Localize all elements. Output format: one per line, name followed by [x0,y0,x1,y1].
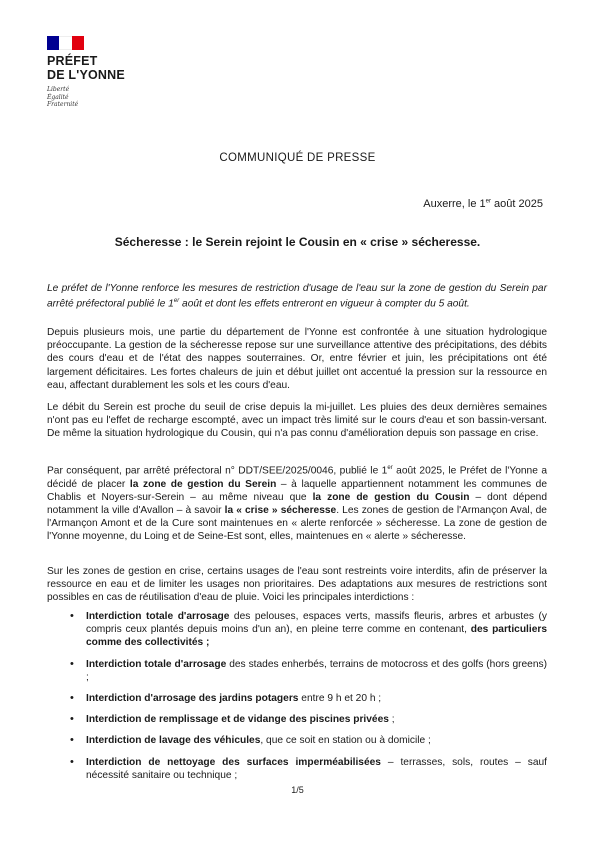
bullet-text: entre 9 h et 20 h ; [298,693,382,705]
page-number: 1/5 [291,785,304,795]
prefecture-line2: DE L'YONNE [47,68,125,82]
french-flag-icon [47,36,84,50]
list-item [70,713,547,726]
prefecture-line1: PRÉFET [47,54,98,68]
decision-text-e: . Les zones de gestion de l'Armançon Aval, de l'Armançon Amont et de la Cure sont maintenues en « alerte renforcée » sécheresse. La zone de gestion de l'Yonne moyenne, du Loing et de Seine-Est sont, elles, maintenues en « alerte » sécheresse. [47,505,547,543]
motto-fraternite: Fraternité [47,101,79,108]
bullet-text: des stades enherbés, terrains de motocross et des golfs (hors greens) ; [86,658,547,683]
date-prefix: Auxerre, le 1 [423,198,486,210]
document-date [423,198,543,210]
decision-bold-cousin: la zone de gestion du Cousin [312,491,470,503]
bullet-bold: Interdiction d'arrosage des jardins potagers [86,693,299,705]
bullet-bold-tail: des particuliers comme des collectivités ; [86,624,547,649]
restrictions-list [70,610,547,790]
intro-paragraph [47,282,547,311]
bullet-bold: Interdiction de nettoyage des surfaces imperméabilisées [86,756,381,768]
decision-text-a: Par conséquent, par arrêté préfectoral n° DDT/SEE/2025/0046, publié le 1 [47,465,388,477]
republic-motto [47,86,157,109]
list-item [70,756,547,782]
intro-ordinal: er [173,298,180,305]
list-item [70,610,547,650]
intro-text-1: Le préfet de l'Yonne renforce les mesures de restriction d'usage de l'eau sur la zone de gestion du Serein par arrêté préfectoral publié le 1 [47,283,547,310]
press-release-title: Sécheresse : le Serein rejoint le Cousin en « crise » sécheresse. [114,235,481,249]
prefecture-logo [47,36,157,109]
paragraph-serein-flow: Le débit du Serein est proche du seuil de crise depuis la mi-juillet. Les pluies des deux dernières semaines n'ont pas eu l'effet de recharge escompté, avec un impact très limité sur le cours d'eau et son bassin-versant. De même la situation hydrologique du Cousin, qui n'a pas connu d'amélioration depuis son passage en crise. [47,402,547,440]
bullet-bold: Interdiction de remplissage et de vidange des piscines privées [86,714,389,726]
decision-text-d: – dont dépend notamment la ville d'Avallon – à savoir [47,491,548,516]
document-type-heading: COMMUNIQUÉ DE PRESSE [219,152,376,164]
motto-egalite: Égalité [47,93,69,101]
bullet-text: ; [388,714,395,726]
bullet-text: des pelouses, espaces verts, massifs fleuris, arbres et arbustes (y compris ceux plantés depuis moins d'un an), en pleine terre comme en contenant, [86,611,547,636]
decision-ordinal: er [387,465,393,471]
bullet-text: – terrasses, sols, routes – sauf nécessité sanitaire ou technique ; [86,756,547,781]
bullet-bold: Interdiction de lavage des véhicules [86,735,261,747]
paragraph-restrictions: Sur les zones de gestion en crise, certains usages de l'eau sont restreints voire interdits, afin de préserver la ressource en eau et de limiter les usages non prioritaires. Des adaptations aux mesures de restrictions sont possibles en cas de réutilisation d'eau de pluie. Voici les principales interdictions : [47,566,547,604]
date-suffix: août 2025 [491,198,543,210]
date-ordinal: er [485,198,491,205]
paragraph-decision [47,462,547,544]
bullet-text: , que ce soit en station ou à domicile ; [260,735,431,747]
motto-liberte: Liberté [47,86,70,93]
decision-bold-serein: la zone de gestion du Serein [129,478,277,490]
decision-text-b: août 2025, le Préfet de l'Yonne a décidé de placer [47,465,547,490]
list-item [70,658,547,684]
list-item [70,734,547,747]
decision-text-c: – à laquelle appartiennent notamment les communes de Chablis et Noyers-sur-Serein – au même niveau que [47,478,548,503]
decision-bold-crise: la « crise » sécheresse [224,505,337,516]
bullet-bold: Interdiction totale d'arrosage [86,658,227,670]
intro-text-2: août et dont les effets entreront en vigueur à compter du 5 août. [179,298,470,310]
bullet-bold: Interdiction totale d'arrosage [86,611,230,622]
paragraph-context: Depuis plusieurs mois, une partie du département de l'Yonne est confrontée à une situation hydrologique préoccupante. La gestion de la sécheresse repose sur une surveillance attentive des précipitations, des débits des cours d'eau et de l'état des nappes souterraines. Or, entre février et juin, les précipitations ont été largement déficitaires. Les fortes chaleurs de juin et début juillet ont accentué la pression sur la ressource en eau, affectant durablement les sols et les cours d'eau. [47,327,547,391]
prefecture-name [47,54,157,82]
list-item [70,692,547,705]
